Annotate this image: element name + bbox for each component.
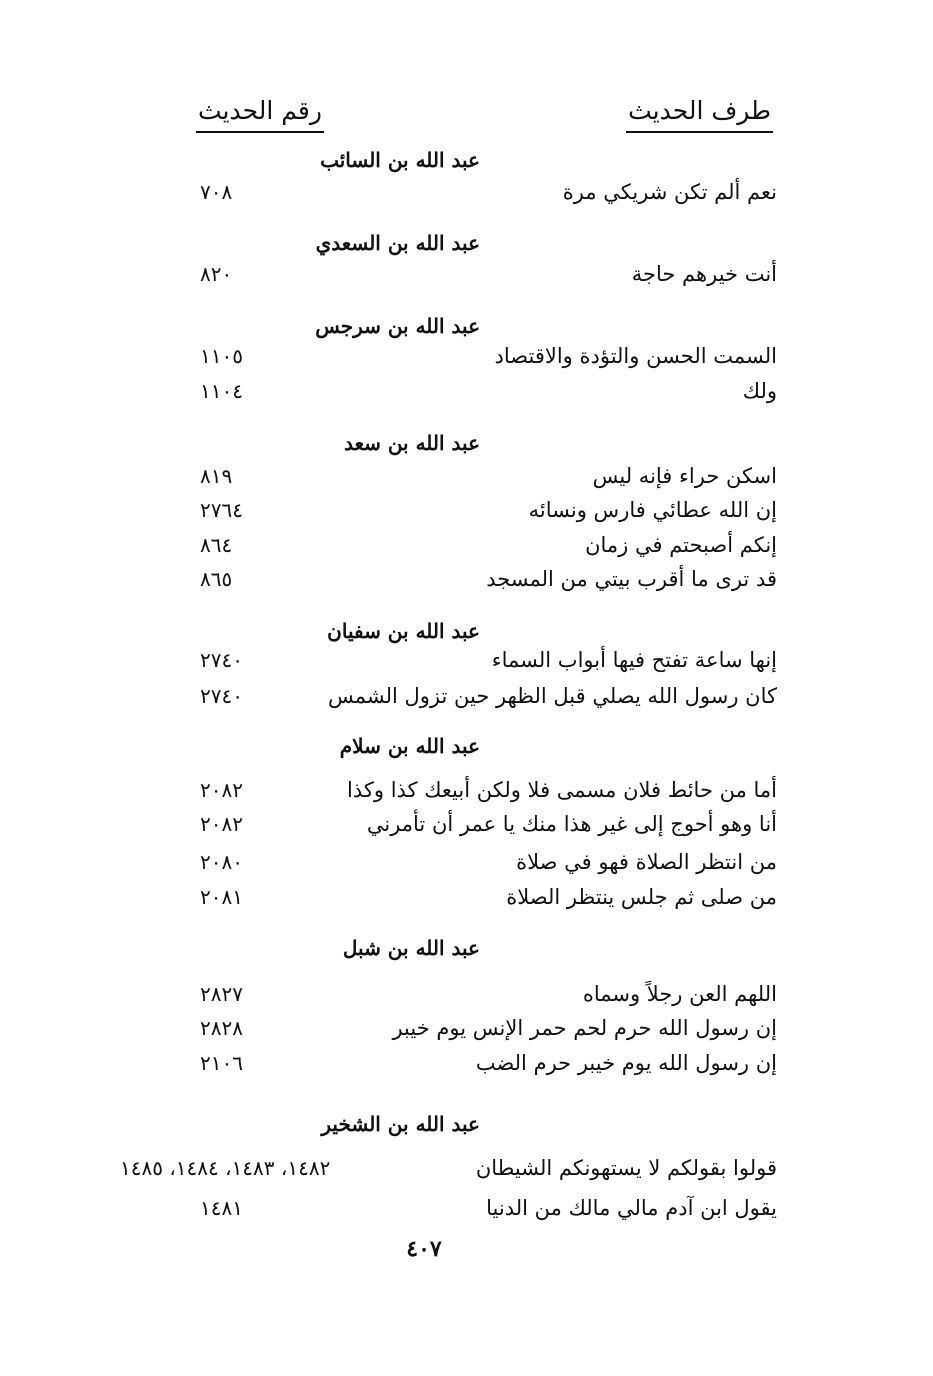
hadith-number: ٢١٠٦ xyxy=(200,1051,243,1075)
index-entry xyxy=(0,379,933,413)
hadith-phrase: كان رسول الله يصلي قبل الظهر حين تزول الشمس xyxy=(327,684,777,708)
index-entry xyxy=(0,262,933,296)
column-header-hadith-phrase xyxy=(626,96,773,133)
hadith-phrase: إن رسول الله يوم خيبر حرم الضب xyxy=(475,1051,777,1075)
hadith-phrase: اللهم العن رجلاً وسماه xyxy=(582,982,777,1006)
index-entry xyxy=(0,982,933,1016)
hadith-number: ٨٦٤ xyxy=(200,533,233,557)
hadith-number: ٢٠٨٢ xyxy=(200,812,243,836)
hadith-number: ٢٧٦٤ xyxy=(200,498,243,522)
index-entry xyxy=(0,498,933,532)
hadith-phrase: ولك xyxy=(742,379,777,403)
hadith-phrase: نعم ألم تكن شريكي مرة xyxy=(562,180,777,204)
hadith-number: ١٤٨١ xyxy=(200,1196,243,1220)
index-entry xyxy=(0,812,933,846)
hadith-number: ٨٢٠ xyxy=(200,262,233,286)
hadith-phrase: السمت الحسن والتؤدة والاقتصاد xyxy=(494,344,777,368)
index-entry xyxy=(0,1051,933,1085)
section-title: عبد الله بن السائب xyxy=(320,148,480,172)
hadith-number: ٢٨٢٨ xyxy=(200,1016,243,1040)
hadith-phrase: إن رسول الله حرم لحم حمر الإنس يوم خيبر xyxy=(392,1016,777,1040)
hadith-phrase: من انتظر الصلاة فهو في صلاة xyxy=(516,850,777,874)
hadith-number: ٢٧٤٠ xyxy=(200,648,243,672)
hadith-phrase: قولوا بقولكم لا يستهونكم الشيطان xyxy=(475,1156,777,1180)
hadith-number: ١١٠٥ xyxy=(200,344,243,368)
hadith-phrase: إن الله عطائي فارس ونسائه xyxy=(528,498,777,522)
index-entry xyxy=(0,850,933,884)
hadith-phrase: من صلى ثم جلس ينتظر الصلاة xyxy=(506,885,777,909)
index-entry xyxy=(0,1016,933,1050)
hadith-number: ١١٠٤ xyxy=(200,379,243,403)
index-entry xyxy=(0,464,933,498)
hadith-number: ٢٠٨٠ xyxy=(200,850,243,874)
hadith-number: ٨٦٥ xyxy=(200,567,233,591)
index-entry xyxy=(0,1196,933,1230)
index-entry xyxy=(0,648,933,682)
hadith-number: ٢٠٨٢ xyxy=(200,778,243,802)
index-entry xyxy=(0,533,933,567)
section-title: عبد الله بن الشخير xyxy=(321,1112,480,1136)
column-header-hadith-number xyxy=(196,96,324,133)
section-title: عبد الله بن سلام xyxy=(339,734,480,758)
hadith-phrase: إنكم أصبحتم في زمان xyxy=(585,533,777,557)
hadith-phrase: أنا وهو أحوج إلى غير هذا منك يا عمر أن تأمرني xyxy=(366,812,777,836)
index-entry xyxy=(0,344,933,378)
section-title: عبد الله بن سفيان xyxy=(327,619,480,643)
hadith-phrase: اسكن حراء فإنه ليس xyxy=(592,464,777,488)
hadith-phrase: أما من حائط فلان مسمى فلا ولكن أبيعك كذا وكذا xyxy=(347,778,777,802)
hadith-phrase: قد ترى ما أقرب بيتي من المسجد xyxy=(486,567,777,591)
page-number: ٤٠٧ xyxy=(406,1236,442,1262)
hadith-number: ٢٧٤٠ xyxy=(200,684,243,708)
section-title: عبد الله بن سعد xyxy=(343,431,480,455)
index-entry xyxy=(0,567,933,601)
index-entry xyxy=(0,778,933,812)
section-title: عبد الله بن السعدي xyxy=(315,231,480,255)
hadith-number: ٨١٩ xyxy=(200,464,233,488)
hadith-phrase: يقول ابن آدم مالي مالك من الدنيا xyxy=(486,1196,777,1220)
index-entry xyxy=(0,684,933,718)
section-title: عبد الله بن سرجس xyxy=(315,314,480,338)
column-header-hadith-phrase-text: طرف الحديث xyxy=(626,96,773,133)
index-entry xyxy=(0,885,933,919)
hadith-number: ٧٠٨ xyxy=(200,180,233,204)
hadith-phrase: أنت خيرهم حاجة xyxy=(631,262,777,286)
index-entry xyxy=(0,1156,933,1190)
hadith-number: ٢٠٨١ xyxy=(200,885,243,909)
hadith-phrase: إنها ساعة تفتح فيها أبواب السماء xyxy=(491,648,777,672)
index-entry xyxy=(0,180,933,214)
section-title: عبد الله بن شبل xyxy=(342,936,480,960)
hadith-number: ٢٨٢٧ xyxy=(200,982,243,1006)
hadith-numbers: ١٤٨٢، ١٤٨٣، ١٤٨٤، ١٤٨٥ xyxy=(120,1156,331,1180)
column-header-hadith-number-text: رقم الحديث xyxy=(196,96,324,133)
